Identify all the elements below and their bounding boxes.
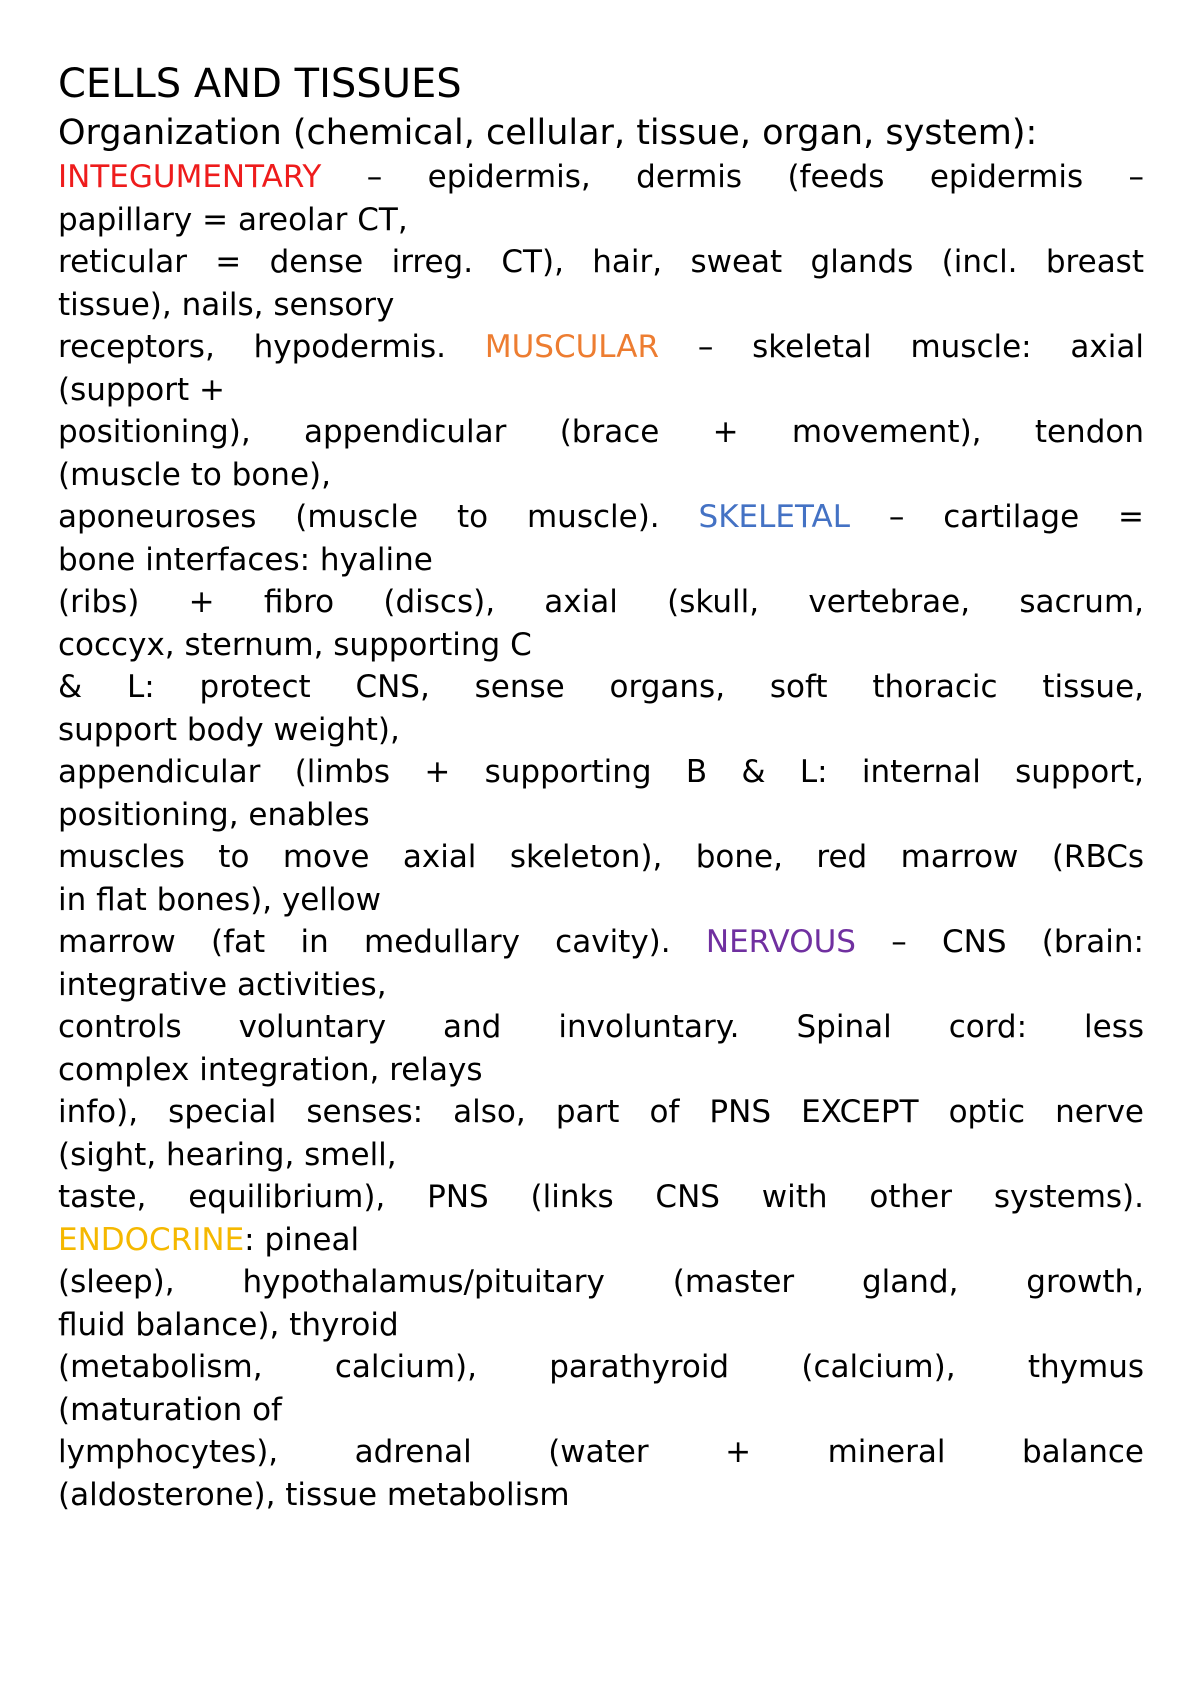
text-line: integrative activities, xyxy=(58,966,387,1003)
text-segment: receptors, hypodermis. xyxy=(58,329,485,365)
text-line: (sleep), hypothalamus/pituitary (master gland, growth, xyxy=(58,1264,1144,1300)
text-line xyxy=(58,326,1144,369)
text-line xyxy=(58,496,1144,539)
text-segment: : pineal xyxy=(244,1221,360,1258)
text-line: fluid balance), thyroid xyxy=(58,1306,399,1343)
text-line: lymphocytes), adrenal (water + mineral balance xyxy=(58,1434,1144,1470)
text-line: support body weight), xyxy=(58,711,400,748)
text-segment: – skeletal muscle: axial xyxy=(659,329,1144,365)
text-line: muscles to move axial skeleton), bone, red marrow (RBCs xyxy=(58,839,1144,875)
text-segment: marrow (fat in medullary cavity). xyxy=(58,924,706,960)
document-page xyxy=(58,58,1144,1516)
text-line: complex integration, relays xyxy=(58,1051,483,1088)
text-line xyxy=(58,921,1144,964)
text-line: papillary = areolar CT, xyxy=(58,201,408,238)
system-tag-endocrine: ENDOCRINE xyxy=(58,1221,245,1258)
text-line: in flat bones), yellow xyxy=(58,881,381,918)
text-line: & L: protect CNS, sense organs, soft thoracic tissue, xyxy=(58,669,1144,705)
text-line: (aldosterone), tissue metabolism xyxy=(58,1476,570,1513)
text-line: (sight, hearing, smell, xyxy=(58,1136,397,1173)
text-line: tissue), nails, sensory xyxy=(58,286,395,323)
text-line: bone interfaces: hyaline xyxy=(58,541,433,578)
text-line: reticular = dense irreg. CT), hair, sweat glands (incl. breast xyxy=(58,244,1144,280)
text-segment: aponeuroses (muscle to muscle). xyxy=(58,499,699,535)
system-tag-integumentary: INTEGUMENTARY xyxy=(58,159,322,195)
page-subtitle: Organization (chemical, cellular, tissue, organ, system): xyxy=(58,113,1038,153)
page-title: CELLS AND TISSUES xyxy=(58,61,462,107)
text-line: appendicular (limbs + supporting B & L: internal support, xyxy=(58,754,1144,790)
text-line: (muscle to bone), xyxy=(58,456,331,493)
text-line: positioning), appendicular (brace + movement), tendon xyxy=(58,414,1144,450)
system-tag-muscular: MUSCULAR xyxy=(484,329,660,365)
text-line: (support + xyxy=(58,371,225,408)
system-tag-skeletal: SKELETAL xyxy=(698,499,850,535)
text-line: positioning, enables xyxy=(58,796,370,833)
text-line xyxy=(58,1219,1144,1262)
text-line: coccyx, sternum, supporting C xyxy=(58,626,532,663)
system-tag-nervous: NERVOUS xyxy=(705,924,856,960)
text-segment: – CNS (brain: xyxy=(855,924,1145,960)
text-segment: – epidermis, dermis (feeds epidermis – xyxy=(321,159,1144,195)
text-line: taste, equilibrium), PNS (links CNS with other systems). xyxy=(58,1179,1144,1215)
text-line: (metabolism, calcium), parathyroid (calcium), thymus xyxy=(58,1349,1144,1385)
text-line: (ribs) + fibro (discs), axial (skull, vertebrae, sacrum, xyxy=(58,584,1144,620)
text-line: controls voluntary and involuntary. Spinal cord: less xyxy=(58,1009,1144,1045)
text-segment: – cartilage = xyxy=(849,499,1144,535)
text-line: info), special senses: also, part of PNS EXCEPT optic nerve xyxy=(58,1094,1144,1130)
text-line: (maturation of xyxy=(58,1391,282,1428)
text-line xyxy=(58,156,1144,199)
body-paragraph xyxy=(58,156,1144,1516)
